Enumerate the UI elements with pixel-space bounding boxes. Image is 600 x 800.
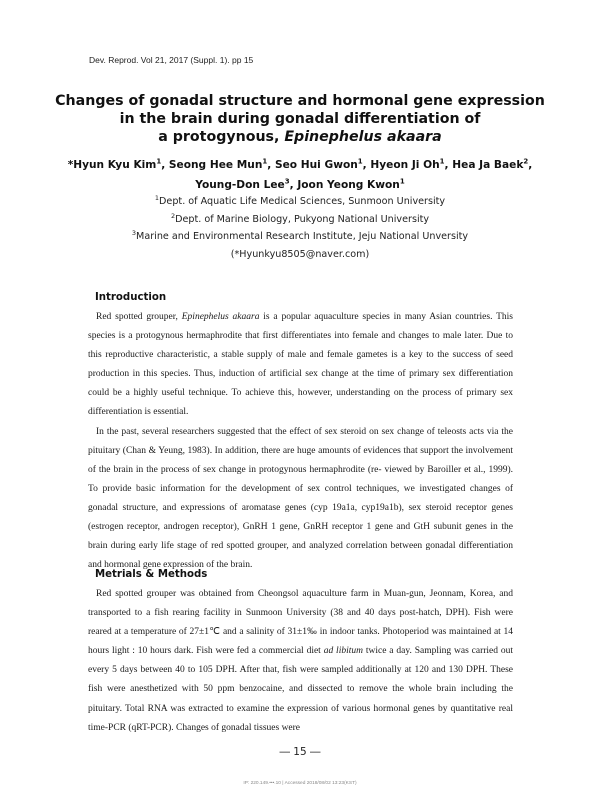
author-name: Hyeon Ji Oh (370, 159, 440, 171)
methods-paragraph-1 (88, 585, 513, 738)
methods-ad-libitum: ad libitum (323, 646, 363, 657)
affiliation-text: Dept. of Marine Biology, Pukyong National University (175, 213, 430, 225)
intro-p1-text-a: Red spotted grouper, (96, 312, 182, 322)
title-line-2: in the brain during gonadal differentiation of (119, 111, 481, 127)
methods-body (88, 585, 513, 738)
affiliation-sup: 2 (170, 211, 176, 220)
introduction-paragraph-2: In the past, several researchers suggested that the effect of sex steroid on sex change of teleosts acts via the pituitary (Chan & Yeung, 1983). In addition, there are huge amounts of evidences that support the involvement of the brain in the process of sex change in protogynous hermaphrodite (re- viewed by Baroiller et al., 1999). To provide basic information for the development of sex control techniques, we investigated changes of gonadal structure, and expressions of aromatase genes (cyp 19a1a, cyp19a1b), sex steroid receptor genes (estrogen receptor, androgen receptor), GnRH 1 gene, GnRH receptor 1 gene and GtH subunit genes in the brain during early life stage of red spotted grouper, and analyzed correlation between gonadal differentiation and hormonal gene expression of the brain. (88, 426, 513, 571)
affiliation-item (40, 193, 560, 211)
contact-email: (*Hyunkyu8505@naver.com) (230, 248, 370, 260)
affiliation-sup: 1 (154, 193, 160, 202)
affiliation-item (40, 211, 560, 229)
page-number: ― 15 ― (279, 746, 321, 758)
intro-species-name: Epinephelus akaara (181, 312, 260, 322)
affiliation-item (40, 228, 560, 246)
author-affil-sup: 3 (284, 177, 290, 186)
methods-heading: Metrials & Methods (95, 569, 208, 580)
introduction-heading: Introduction (95, 292, 167, 303)
title-line-1: Changes of gonadal structure and hormonal gene expression (55, 93, 545, 109)
journal-citation: Dev. Reprod. Vol 21, 2017 (Suppl. 1). pp 15 (89, 55, 254, 65)
affiliation-sup: 3 (131, 228, 137, 237)
author-name: Seong Hee Mun (168, 159, 263, 171)
introduction-paragraph-1 (88, 308, 513, 423)
methods-p1-text-a: Red spotted grouper was obtained from Cheongsol aquaculture farm in Muan-gun, Jeonnam, Korea, and transported to a fish rearing facility in Sunmoon University (38 and 40 days post-hatch, DPH). Fish were reared at a temperature of 27±1℃ and a salinity of 31±1‰ in indoor tanks. Photoperiod was maintained at 14 hours light : 10 hours dark. Fish were fed a commercial diet (88, 589, 513, 657)
author-affil-sup: 2 (523, 157, 529, 166)
author-affil-sup: 1 (439, 157, 445, 166)
author-affil-sup: 1 (156, 157, 162, 166)
author-affil-sup: 1 (357, 157, 363, 166)
author-name: *Hyun Kyu Kim (67, 159, 157, 171)
methods-p1-text-b: twice a day. Sampling was carried out every 5 days between 40 to 105 DPH. After that, fish were sampled additionally at 120 and 130 DPH. These fish were anesthetized with 50 ppm benzocaine, and dissected to remove the whole brain including the pituitary. Total RNA was extracted to examine the expression of various hormonal genes by quantitative real time-PCR (qRT-PCR). Changes of gonadal tissues were (88, 646, 514, 733)
author-affil-sup: 1 (399, 177, 405, 186)
author-name: Young-Don Lee (195, 179, 285, 191)
title-species-name: Epinephelus akaara (284, 129, 442, 145)
author-list (40, 155, 560, 195)
title-line-3 (40, 128, 560, 146)
affiliation-list (40, 193, 560, 263)
affiliation-text: Dept. of Aquatic Life Medical Sciences, Sunmoon University (159, 196, 446, 207)
author-affil-sup: 1 (262, 157, 268, 166)
author-line-1: *Hyun Kyu Kim$^1$, Seong Hee Mun$^1$, Seo Hui Gwon$^1$, Hyeon Ji Oh$^1$, Hea Ja Baek$^2$, (67, 157, 533, 171)
paper-title (40, 92, 560, 146)
author-line-2: Young-Don Lee$^3$, Joon Yeong Kwon$^1$ (195, 177, 405, 191)
author-name: Seo Hui Gwon (274, 159, 358, 171)
access-stamp: IP: 220.149.•••.10 | Accessed 2018/08/02 13:23(KST) (243, 781, 357, 786)
author-name: Hea Ja Baek (452, 159, 524, 171)
introduction-body (88, 308, 513, 575)
author-name: Joon Yeong Kwon (297, 179, 400, 191)
title-line-3-prefix: a protogynous, (158, 129, 285, 145)
intro-p1-text-b: is a popular aquaculture species in many Asian countries. This species is a protogynous hermaphrodite that first differentiates into female and changes to male later. Due to this reproductive characteristic, a stable supply of male and female gametes is a key to the success of seed production in this species. Thus, induction of artificial sex change at the time of primary sex differentiation could be a highly useful technique. To achieve this, however, understanding on the process of primary sex differentiation is essential. (88, 312, 513, 418)
affiliation-text: Marine and Environmental Research Institute, Jeju National Unversity (136, 231, 469, 242)
